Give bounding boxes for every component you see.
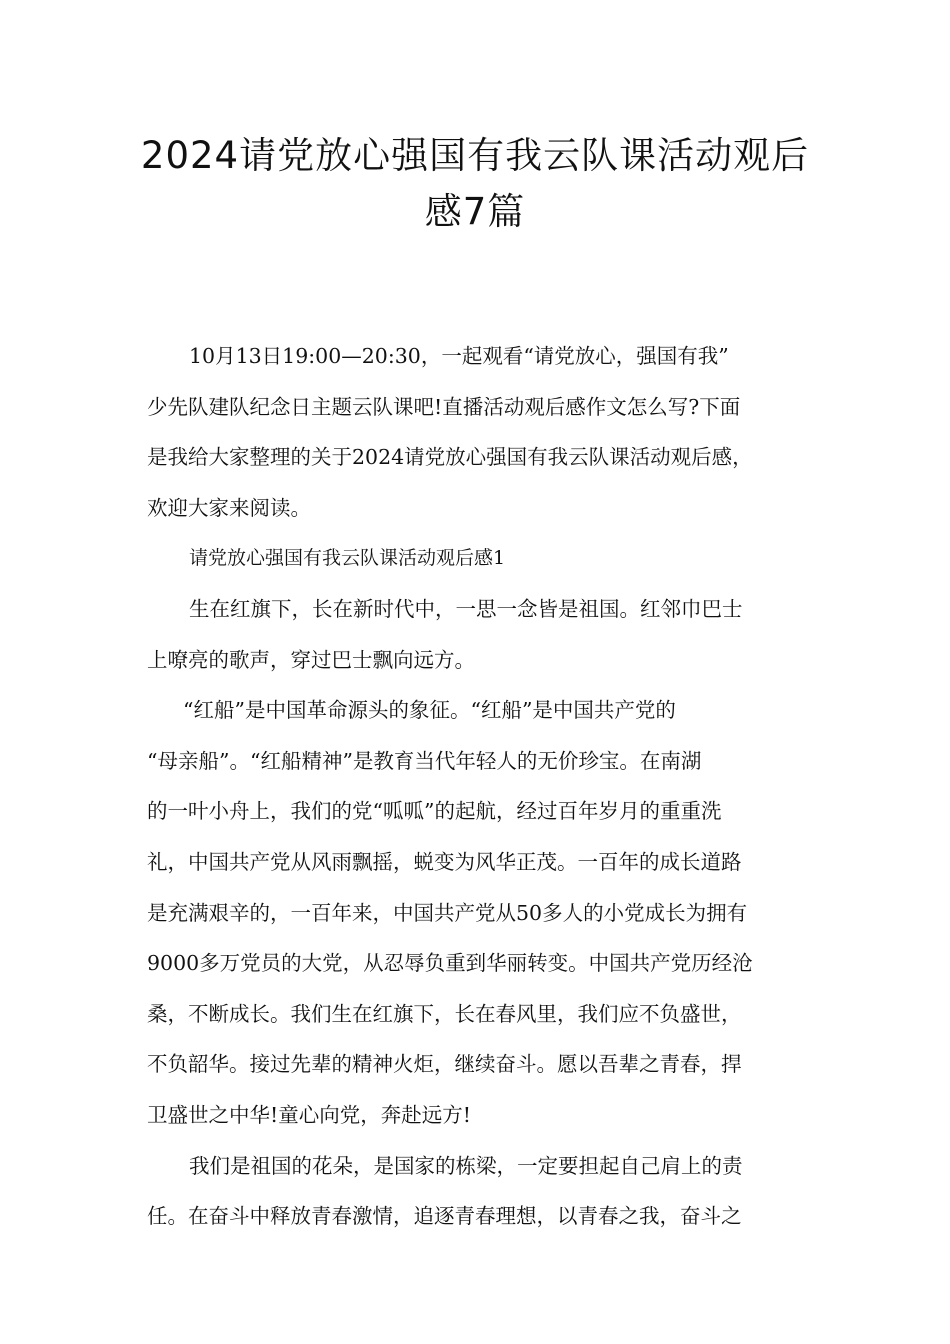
text-line: 是我给大家整理的关于2024请党放心强国有我云队课活动观后感， (147, 445, 753, 470)
text-line: 卫盛世之中华!童心向党，奔赴远方! (147, 1102, 471, 1127)
document-body (147, 331, 807, 1242)
text-line: 礼，中国共产党从风雨飘摇，蜕变为风华正茂。一百年的成长道路 (147, 849, 742, 874)
body-paragraph (147, 685, 807, 1140)
text-line: 生在红旗下，长在新时代中，一思一念皆是祖国。红邻巾巴士 (189, 596, 743, 621)
section-heading (147, 533, 807, 584)
text-line: 欢迎大家来阅读。 (147, 495, 311, 520)
body-paragraph (147, 584, 807, 685)
intro-paragraph (147, 331, 807, 533)
text-line: 是充满艰辛的，一百年来，中国共产党从50多人的小党成长为拥有 (147, 900, 748, 925)
body-paragraph (147, 1141, 807, 1242)
text-line: “红船”是中国革命源头的象征。“红船”是中国共产党的 (183, 698, 676, 723)
text-line: 9000多万党员的大党，从忍辱负重到华丽转变。中国共产党历经沧 (147, 951, 753, 976)
title-line: 感7篇 (424, 190, 526, 233)
text-line: 请党放心强国有我云队课活动观后感1 (189, 547, 506, 570)
text-line: 不负韶华。接过先辈的精神火炬，继续奋斗。愿以吾辈之青春，捍 (147, 1052, 742, 1077)
text-line: 的一叶小舟上，我们的党“呱呱”的起航，经过百年岁月的重重洗 (147, 799, 722, 824)
document-title (120, 128, 830, 240)
text-line: 桑，不断成长。我们生在红旗下，长在春风里，我们应不负盛世， (147, 1001, 742, 1026)
text-line: 少先队建队纪念日主题云队课吧!直播活动观后感作文怎么写?下面 (147, 394, 741, 419)
text-line: 我们是祖国的花朵，是国家的栋梁，一定要担起自己肩上的责 (189, 1153, 743, 1178)
text-line: 10月13日19:00—20:30，一起观看“请党放心，强国有我” (189, 344, 729, 368)
title-line: 2024请党放心强国有我云队课活动观后 (140, 134, 810, 177)
text-line: 任。在奋斗中释放青春激情，追逐青春理想，以青春之我，奋斗之 (147, 1204, 742, 1229)
text-line: “母亲船”。“红船精神”是教育当代年轻人的无价珍宝。在南湖 (147, 748, 702, 773)
text-line: 上嘹亮的歌声，穿过巴士飘向远方。 (147, 647, 475, 672)
